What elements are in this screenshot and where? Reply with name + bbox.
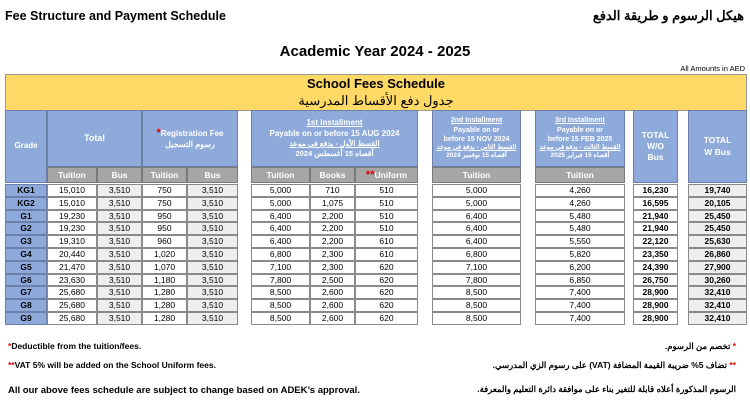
cell-inst1-tuition: 6,800 <box>251 248 310 261</box>
cell-grade: G9 <box>5 312 47 325</box>
cell-total-with-bus: 25,450 <box>688 210 747 223</box>
cell-grade: G5 <box>5 261 47 274</box>
note-deductible-ar: * تخصم من الرسوم. <box>664 341 736 351</box>
cell-inst1-uniform: 620 <box>355 299 418 312</box>
cell-inst3-tuition: 7,400 <box>535 312 625 325</box>
sub-inst1-tuition: Tuition <box>251 167 310 183</box>
cell-total-without-bus: 21,940 <box>633 210 678 223</box>
cell-grade: G4 <box>5 248 47 261</box>
cell-total-bus: 3,510 <box>97 197 142 210</box>
cell-total-without-bus: 16,595 <box>633 197 678 210</box>
cell-inst1-tuition: 8,500 <box>251 312 310 325</box>
cell-total-tuition: 21,470 <box>47 261 97 274</box>
cell-total-tuition: 19,310 <box>47 235 97 248</box>
cell-total-without-bus: 24,390 <box>633 261 678 274</box>
cell-total-without-bus: 28,900 <box>633 286 678 299</box>
cell-reg-bus: 3,510 <box>187 184 238 197</box>
header-grade: Grade <box>5 110 47 183</box>
cell-inst2-tuition: 8,500 <box>432 312 521 325</box>
cell-inst1-tuition: 8,500 <box>251 286 310 299</box>
cell-grade: G3 <box>5 235 47 248</box>
cell-inst1-uniform: 620 <box>355 261 418 274</box>
cell-total-with-bus: 26,860 <box>688 248 747 261</box>
sub-total-tuition: Tuition <box>47 167 97 183</box>
header-installment-1: 1st Installment Payable on or before 15 AUG 2024 القسط الأول - يدفع في موعد أقصاه 15 أغسطس 2024 <box>251 110 418 167</box>
cell-grade: G6 <box>5 274 47 287</box>
cell-total-bus: 3,510 <box>97 312 142 325</box>
cell-reg-bus: 3,510 <box>187 274 238 287</box>
cell-inst3-tuition: 4,260 <box>535 184 625 197</box>
note-vat: **VAT 5% will be added on the School Uniform fees. <box>8 360 216 370</box>
cell-inst1-tuition: 6,400 <box>251 210 310 223</box>
cell-total-tuition: 25,680 <box>47 312 97 325</box>
cell-reg-bus: 3,510 <box>187 312 238 325</box>
cell-total-bus: 3,510 <box>97 248 142 261</box>
cell-reg-tuition: 1,070 <box>142 261 187 274</box>
cell-reg-bus: 3,510 <box>187 197 238 210</box>
cell-inst1-books: 2,300 <box>310 248 355 261</box>
cell-inst3-tuition: 6,850 <box>535 274 625 287</box>
cell-inst3-tuition: 6,200 <box>535 261 625 274</box>
cell-inst1-uniform: 510 <box>355 197 418 210</box>
cell-grade: G7 <box>5 286 47 299</box>
cell-inst1-tuition: 7,800 <box>251 274 310 287</box>
cell-total-without-bus: 16,230 <box>633 184 678 197</box>
cell-inst1-uniform: 510 <box>355 210 418 223</box>
sub-inst1-uniform: **Uniform <box>355 167 418 183</box>
cell-total-bus: 3,510 <box>97 210 142 223</box>
cell-reg-bus: 3,510 <box>187 210 238 223</box>
cell-inst2-tuition: 6,400 <box>432 235 521 248</box>
header-installment-2: 2nd Installment Payable on or before 15 NOV 2024 القسط الثاني - يدفع في موعد أقصاه 15 نوفمبر 2024 <box>432 110 521 167</box>
cell-reg-tuition: 1,280 <box>142 286 187 299</box>
cell-reg-bus: 3,510 <box>187 299 238 312</box>
cell-total-tuition: 20,440 <box>47 248 97 261</box>
cell-reg-tuition: 750 <box>142 197 187 210</box>
cell-total-bus: 3,510 <box>97 299 142 312</box>
note-deductible: *Deductible from the tuition/fees. <box>8 341 142 351</box>
cell-reg-bus: 3,510 <box>187 286 238 299</box>
cell-inst2-tuition: 7,100 <box>432 261 521 274</box>
cell-grade: KG1 <box>5 184 47 197</box>
header-total-with-bus: TOTAL W Bus <box>688 110 747 183</box>
cell-total-without-bus: 28,900 <box>633 312 678 325</box>
cell-inst3-tuition: 4,260 <box>535 197 625 210</box>
cell-total-bus: 3,510 <box>97 184 142 197</box>
cell-total-tuition: 19,230 <box>47 222 97 235</box>
cell-inst1-tuition: 6,400 <box>251 222 310 235</box>
cell-reg-bus: 3,510 <box>187 222 238 235</box>
cell-inst1-uniform: 620 <box>355 312 418 325</box>
cell-inst2-tuition: 5,000 <box>432 197 521 210</box>
cell-inst3-tuition: 5,480 <box>535 210 625 223</box>
cell-total-tuition: 25,680 <box>47 299 97 312</box>
cell-reg-tuition: 1,280 <box>142 299 187 312</box>
cell-total-without-bus: 23,350 <box>633 248 678 261</box>
cell-total-with-bus: 25,450 <box>688 222 747 235</box>
cell-total-with-bus: 25,630 <box>688 235 747 248</box>
cell-total-without-bus: 26,750 <box>633 274 678 287</box>
cell-reg-tuition: 950 <box>142 210 187 223</box>
cell-total-with-bus: 32,410 <box>688 312 747 325</box>
cell-inst1-tuition: 6,400 <box>251 235 310 248</box>
academic-year: Academic Year 2024 - 2025 <box>279 43 471 60</box>
sub-inst1-books: Books <box>310 167 355 183</box>
cell-inst3-tuition: 7,400 <box>535 286 625 299</box>
cell-inst1-books: 710 <box>310 184 355 197</box>
cell-inst1-books: 1,075 <box>310 197 355 210</box>
cell-reg-tuition: 1,280 <box>142 312 187 325</box>
cell-total-tuition: 15,010 <box>47 184 97 197</box>
cell-reg-bus: 3,510 <box>187 235 238 248</box>
cell-inst1-books: 2,200 <box>310 210 355 223</box>
cell-inst3-tuition: 7,400 <box>535 299 625 312</box>
cell-total-with-bus: 30,260 <box>688 274 747 287</box>
cell-total-with-bus: 20,105 <box>688 197 747 210</box>
cell-inst3-tuition: 5,480 <box>535 222 625 235</box>
cell-reg-bus: 3,510 <box>187 261 238 274</box>
cell-total-without-bus: 22,120 <box>633 235 678 248</box>
cell-reg-tuition: 950 <box>142 222 187 235</box>
fees-banner <box>5 74 747 111</box>
cell-inst1-tuition: 5,000 <box>251 197 310 210</box>
cell-total-without-bus: 21,940 <box>633 222 678 235</box>
cell-inst1-uniform: 510 <box>355 222 418 235</box>
cell-inst1-uniform: 510 <box>355 184 418 197</box>
cell-total-tuition: 25,680 <box>47 286 97 299</box>
cell-grade: KG2 <box>5 197 47 210</box>
header-total-without-bus: TOTAL W/O Bus <box>633 110 678 183</box>
note-adek-ar: الرسوم المذكورة أعلاه قابلة للتغير بناء على موافقة دائرة التعليم والمعرفة. <box>477 384 736 394</box>
cell-total-bus: 3,510 <box>97 261 142 274</box>
cell-total-with-bus: 27,900 <box>688 261 747 274</box>
cell-inst1-uniform: 610 <box>355 235 418 248</box>
header-total: Total <box>47 110 142 167</box>
cell-reg-tuition: 1,020 <box>142 248 187 261</box>
cell-reg-tuition: 960 <box>142 235 187 248</box>
cell-inst1-books: 2,500 <box>310 274 355 287</box>
currency-note: All Amounts in AED <box>680 64 745 73</box>
header-registration: *Registration Fee رسوم التسجيل <box>142 110 238 167</box>
cell-inst3-tuition: 5,550 <box>535 235 625 248</box>
cell-inst1-tuition: 5,000 <box>251 184 310 197</box>
cell-reg-bus: 3,510 <box>187 248 238 261</box>
note-adek: All our above fees schedule are subject to change based on ADEK’s approval. <box>8 385 360 396</box>
banner-title-ar: جدول دفع الأقساط المدرسية <box>298 93 454 108</box>
cell-total-with-bus: 32,410 <box>688 299 747 312</box>
cell-inst2-tuition: 8,500 <box>432 286 521 299</box>
cell-inst1-uniform: 620 <box>355 274 418 287</box>
sub-inst2-tuition: Tuition <box>432 167 521 183</box>
cell-inst2-tuition: 5,000 <box>432 184 521 197</box>
cell-inst1-tuition: 8,500 <box>251 299 310 312</box>
cell-total-tuition: 23,630 <box>47 274 97 287</box>
cell-inst2-tuition: 7,800 <box>432 274 521 287</box>
cell-inst2-tuition: 6,400 <box>432 222 521 235</box>
banner-title-en: School Fees Schedule <box>307 76 445 91</box>
cell-inst2-tuition: 6,400 <box>432 210 521 223</box>
cell-grade: G1 <box>5 210 47 223</box>
cell-total-bus: 3,510 <box>97 235 142 248</box>
page-title-ar: هيكل الرسوم و طريقة الدفع <box>592 8 744 23</box>
note-vat-ar: ** تضاف 5% ضريبة القيمة المضافة (VAT) على رسوم الزي المدرسي. <box>492 360 736 370</box>
sub-total-bus: Bus <box>97 167 142 183</box>
cell-inst1-books: 2,600 <box>310 312 355 325</box>
cell-reg-tuition: 750 <box>142 184 187 197</box>
cell-total-tuition: 19,230 <box>47 210 97 223</box>
cell-total-without-bus: 28,900 <box>633 299 678 312</box>
cell-inst3-tuition: 5,820 <box>535 248 625 261</box>
cell-inst2-tuition: 8,500 <box>432 299 521 312</box>
cell-inst1-books: 2,600 <box>310 299 355 312</box>
cell-total-bus: 3,510 <box>97 286 142 299</box>
cell-grade: G8 <box>5 299 47 312</box>
header-installment-3: 3rd Installment Payable on or before 15 FEB 2025 القسط الثالث - يدفع في موعد أقصاه 15 فبراير 2025 <box>535 110 625 167</box>
cell-inst1-books: 2,300 <box>310 261 355 274</box>
cell-reg-tuition: 1,180 <box>142 274 187 287</box>
cell-inst1-tuition: 7,100 <box>251 261 310 274</box>
cell-total-bus: 3,510 <box>97 222 142 235</box>
cell-inst1-uniform: 620 <box>355 286 418 299</box>
cell-inst1-books: 2,200 <box>310 222 355 235</box>
cell-total-tuition: 15,010 <box>47 197 97 210</box>
sub-reg-tuition: Tuition <box>142 167 187 183</box>
sub-reg-bus: Bus <box>187 167 238 183</box>
cell-grade: G2 <box>5 222 47 235</box>
cell-inst1-uniform: 610 <box>355 248 418 261</box>
cell-inst1-books: 2,200 <box>310 235 355 248</box>
cell-total-bus: 3,510 <box>97 274 142 287</box>
sub-inst3-tuition: Tuition <box>535 167 625 183</box>
cell-total-with-bus: 19,740 <box>688 184 747 197</box>
cell-inst1-books: 2,600 <box>310 286 355 299</box>
cell-total-with-bus: 32,410 <box>688 286 747 299</box>
page-title-en: Fee Structure and Payment Schedule <box>5 9 226 23</box>
cell-inst2-tuition: 6,800 <box>432 248 521 261</box>
